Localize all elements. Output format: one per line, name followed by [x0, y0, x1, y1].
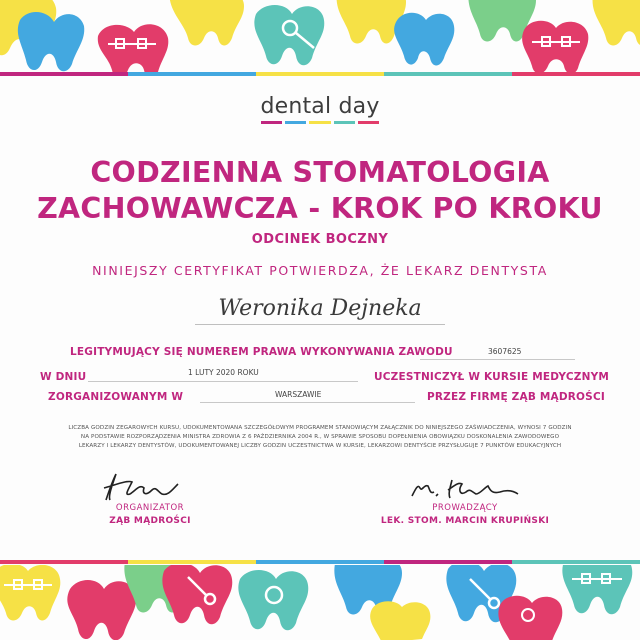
dental-tool-icon: [162, 565, 232, 624]
tooth-icon: [18, 12, 84, 71]
tooth-icon: [67, 580, 136, 640]
dental-tool-icon: [254, 5, 324, 65]
confirmation-text: NINIEJSZY CERTYFIKAT POTWIERDZA, ŻE LEKARZ DENTYSTA: [92, 263, 548, 278]
participated-label: UCZESTNICZYŁ W KURSIE MEDYCZNYM: [374, 371, 610, 383]
date-value: 1 LUTY 2020 ROKU: [188, 368, 259, 377]
fine-print-line-2: NA PODSTAWIE ROZPORZĄDZENIA MINISTRA ZDROWIA Z 6 PAŹDZIERNIKA 2004 R., W SPRAWIE SPOSOBU DOPEŁNIENIA OBOWIĄZKU DOSKONALENIA ZAWODOWEGO: [80, 434, 560, 440]
presenter-signature: [408, 474, 523, 504]
fine-print-line-3: LEKARZY I LEKARZY DENTYSTÓW, UDOKUMENTOWANEJ LICZBY GODZIN UCZESTNICTWA W KURSIE, LEKARZOWI DENTYŚCIE PRZYSŁUGUJE 7 PUNKTÓW EDUKACYJNYCH: [78, 443, 562, 449]
license-value: 3607625: [488, 347, 522, 356]
tooth-with-braces-icon: [562, 565, 632, 614]
license-label: LEGITYMUJĄCY SIĘ NUMEREM PRAWA WYKONYWANIA ZAWODU: [70, 346, 453, 358]
tooth-icon: [498, 596, 562, 640]
license-underline: [420, 359, 575, 360]
logo-color-bars: [261, 121, 379, 124]
organizer-signature: [98, 470, 188, 506]
company-label: PRZEZ FIRMĘ ZĄB MĄDROŚCI: [427, 391, 605, 403]
bottom-color-stripe: [0, 560, 640, 564]
certificate-title-line-2: ZACHOWAWCZA - KROK PO KROKU: [37, 192, 603, 225]
tooth-with-braces-icon: [98, 24, 169, 75]
date-underline: [88, 381, 358, 382]
city-underline: [200, 402, 415, 403]
tooth-icon: [370, 601, 430, 640]
city-value: WARSZAWIE: [275, 390, 322, 399]
organizer-name: ZĄB MĄDROŚCI: [109, 516, 191, 526]
dental-tool-icon: [238, 570, 308, 630]
organizer-role: ORGANIZATOR: [115, 503, 185, 513]
name-underline: [195, 324, 445, 325]
certificate-title-line-1: CODZIENNA STOMATOLOGIA: [90, 156, 550, 189]
tooth-icon: [394, 13, 454, 66]
tooth-with-braces-icon: [522, 21, 588, 74]
logo-text: dental day: [260, 94, 380, 119]
tooth-with-braces-icon: [0, 565, 60, 621]
tooth-icon: [337, 0, 406, 44]
top-color-stripe: [0, 72, 640, 76]
dentist-name: Weronika Dejneka: [218, 296, 422, 321]
dental-day-logo: [0, 94, 640, 124]
presenter-name: LEK. STOM. MARCIN KRUPIŃSKI: [380, 516, 550, 526]
tooth-icon: [169, 0, 244, 46]
organized-label: ZORGANIZOWANYM W: [48, 391, 184, 403]
certificate-subtitle: ODCINEK BOCZNY: [251, 232, 389, 247]
fine-print-line-1: LICZBA GODZIN ZEGAROWYCH KURSU, UDOKUMENTOWANA SZCZEGÓŁOWYM PROGRAMEM STANOWIĄCYM ZAŁĄCZNIK DO NINIEJSZEGO ZAŚWIADCZENIA, WYNOSI 7 GODZIN: [68, 425, 572, 431]
bottom-tooth-pattern: [0, 565, 640, 640]
tooth-icon: [593, 0, 640, 46]
presenter-role: PROWADZĄCY: [432, 503, 498, 513]
date-label: W DNIU: [40, 371, 87, 383]
top-tooth-pattern: [0, 0, 640, 75]
